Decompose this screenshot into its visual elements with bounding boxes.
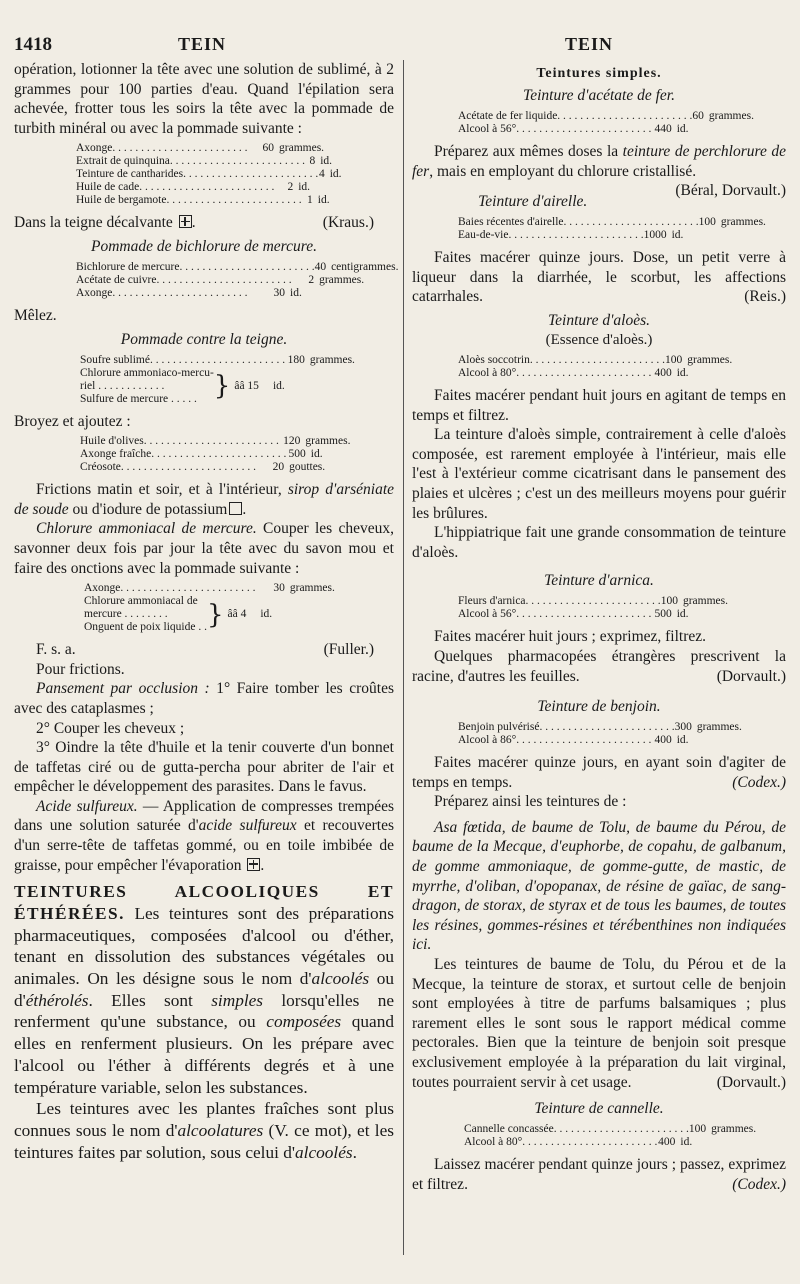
paragraph: Mêlez. [14, 306, 57, 324]
recipe-row [458, 123, 728, 136]
recipe-list [76, 260, 399, 300]
leader-dots: . . . . . . . . . . . . . . . . . . . . . . . . [563, 216, 699, 229]
ingredient-unit: id. [298, 181, 311, 194]
ingredient-name: Extrait de quinquina [76, 155, 170, 168]
ingredient-unit: id. [676, 608, 689, 621]
recipe-title: Teinture d'acétate de fer. [523, 87, 675, 104]
ingredient-quantity: 1000 [643, 229, 667, 242]
ingredient-name: Fleurs d'arnica [458, 595, 526, 608]
recipe-list [80, 435, 360, 474]
ingredient-name: Axonge fraîche [80, 448, 152, 461]
paragraph: L'hippiatrique fait une grande consommation de teinture d'aloès. [412, 524, 786, 561]
recipe-title: Pommade contre la teigne. [120, 330, 288, 348]
ingredient-unit: grammes. [305, 435, 351, 448]
source-citation: (Dorvault.) [716, 1073, 786, 1091]
recipe-row [76, 274, 376, 287]
recipe-row [458, 216, 766, 229]
paragraph-text: Dans la teigne décalvante [14, 214, 173, 232]
ingredient-unit: id. [676, 734, 689, 747]
paragraph: Pour frictions. [36, 660, 125, 678]
brace: } [213, 371, 231, 402]
ingredient-unit: id. [680, 1136, 693, 1149]
recipe-list [458, 110, 754, 136]
paragraph: Faites macérer pendant huit jours en agitant de temps en temps et filtrez. [412, 386, 786, 424]
plus-box-symbol [247, 858, 260, 871]
paragraph: Faites macérer quinze jours, en ayant soin d'agiter de temps en temps. (Codex.) [412, 754, 786, 791]
paragraph: Dans la teigne décalvante . (Kraus.) [14, 213, 394, 233]
paragraph: Chlorure ammoniacal de mercure. Couper les cheveux, savonner deux fois par jour la tête avec du savon mou et faire des onctions avec la pommade suivante : [14, 520, 394, 577]
section-heading: TEINTURES ALCOOLIQUES ET ÉTHÉRÉES. [14, 882, 394, 923]
paragraph: Les teintures de baume de Tolu, du Pérou et de la Mecque, la teinture de storax, et surtout celle de benjoin sont employées à titre de parfums balsamiques ; plus rarement elles le sont sous le rapport médical comme pectorales. Bien que la teinture de benjoin soit presque exclusivement employée à la préparation du lait virginal, toutes pourraient servir à cet usage. (Dorvault.) [412, 956, 786, 1091]
leader-dots: . . . . . . . . . . . . . . . . . . . . . . . . [508, 229, 644, 242]
leader-dots: . . . . . . . . . . . . . . . . . . . . . . . . [516, 123, 652, 135]
ingredient-name: Chlorure ammoniaco-mercu- [80, 366, 214, 379]
recipe-row [464, 1136, 726, 1149]
source-citation: (Reis.) [744, 288, 786, 306]
leader-dots: . . . . . . . . . . . . . . . . . . . . . . . . [143, 435, 279, 448]
recipe-subtitle: (Essence d'aloès.) [545, 331, 653, 348]
ingredient-quantity: 400 [658, 1136, 676, 1149]
ingredient-name: Acétate de fer liquide [458, 110, 558, 122]
square-symbol [229, 502, 242, 515]
paragraph: Quelques pharmacopées étrangères prescrivent la racine, d'autres les feuilles. (Dorvault.) [412, 647, 786, 685]
source-citation: (Kraus.) [322, 214, 374, 232]
ingredient-name: Alcool à 56° [458, 123, 517, 135]
recipe-row [80, 354, 360, 367]
running-title-left: TEIN [178, 34, 227, 54]
page-number: 1418 [14, 34, 52, 55]
ingredient-unit: id. [329, 168, 342, 181]
ingredient-name: Huile d'olives [80, 435, 144, 448]
recipe-row [76, 168, 346, 181]
recipe-title: Teinture de cannelle. [534, 1100, 664, 1118]
ingredient-quantity: 8 [309, 155, 316, 168]
right-column [412, 60, 786, 1260]
recipe-row [84, 582, 364, 595]
leader-dots: . . . . . . . . . . . . . . . . . . . . . . . . [156, 273, 292, 286]
ingredient-quantity: 400 [654, 366, 672, 379]
ingredient-name: Teinture de cantharides [76, 168, 184, 181]
ingredient-name: Onguent de poix liquide . . [84, 621, 207, 634]
brace: } [206, 599, 224, 630]
ingredient-quantity: 100 [664, 353, 683, 366]
ingredient-unit: id. [676, 366, 689, 379]
leader-dots: . . . . . . . . . . . . . . . . . . . . . . . . [120, 461, 257, 474]
ingredient-quantity: 20 [272, 461, 285, 474]
recipe-row [80, 435, 360, 448]
leader-dots: . . . . . . . . . . . . . . . . . . . . . . . . [139, 181, 275, 194]
recipe-row [76, 194, 346, 207]
recipe-title: Teinture d'aloès. [547, 311, 651, 329]
recipe-list [458, 595, 728, 621]
ingredient-unit: id. [320, 155, 333, 168]
ingredient-quantity: 400 [654, 734, 672, 747]
leader-dots: . . . . . . . . . . . . . . . . . . . . . . . . [516, 608, 652, 621]
ingredient-unit: id. [676, 123, 689, 135]
leader-dots: . . . . . . . . . . . . . . . . . . . . . . . . [529, 353, 665, 366]
paragraph: Faites macérer huit jours ; exprimez, filtrez. [434, 628, 707, 646]
leader-dots: . . . . . . . . . . . . . . . . . . . . . . . . [539, 721, 675, 734]
ingredient-name: Axonge [84, 582, 121, 595]
recipe-row [458, 734, 728, 747]
paragraph: Frictions matin et soir, et à l'intérieur, sirop d'arséniate de soude ou d'iodure de potassium . [14, 481, 395, 518]
leader-dots: . . . . . . . . . . . . . . . . . . . . . . . . [112, 286, 248, 299]
leader-dots: . . . . . . . . . . . . . . . . . . . . . . . . [522, 1136, 658, 1149]
recipe-title: Teinture d'airelle. [478, 193, 588, 211]
ingredient-name: Huile de bergamote [76, 194, 167, 207]
leader-dots: . . . . . . . . . . . . . . . . . . . . . . . . [516, 366, 652, 379]
ingredient-name: Aloès soccotrin [458, 353, 530, 366]
leader-dots: . . . . . . . . . . . . . . . . . . . . . . . . [120, 582, 256, 595]
ingredient-unit: grammes. [687, 353, 733, 366]
leader-dots: . . . . . . . . . . . . . . . . . . . . . . . . [553, 1123, 689, 1136]
ingredient-name: Axonge [76, 142, 113, 155]
ingredient-name: Huile de cade [76, 181, 140, 194]
recipe-list [464, 1123, 757, 1149]
recipe-row [458, 367, 728, 380]
ingredient-name: Créosote [80, 461, 121, 474]
ingredient-quantity: 1 [307, 194, 313, 207]
ingredient-name: Sulfure de mercure . . . . . [80, 392, 197, 405]
recipe-list [84, 582, 364, 634]
ingredient-quantity: 100 [688, 1123, 707, 1136]
recipe-row [458, 608, 728, 621]
ingredient-quantity: 180 [287, 353, 305, 366]
recipe-group [84, 595, 364, 634]
recipe-row [458, 353, 733, 367]
recipe-row [80, 448, 360, 461]
ingredient-quantity: 60 [262, 142, 275, 155]
recipe-row [76, 260, 399, 274]
ingredient-name: Axonge [76, 286, 113, 299]
paragraph: Les teintures avec les plantes fraîches sont plus connues sous le nom d'alcoolatures (V. ce mot), et les teintures faites par solution, sous celui d'alcoolés. [14, 1099, 394, 1162]
ingredient-unit: grammes. [319, 273, 365, 286]
recipe-list [76, 142, 346, 207]
paragraph: Préparez aux mêmes doses la teinture de perchlorure de fer, mais en employant du chlorure cristallisé. (Béral, Dorvault.) [412, 143, 786, 200]
ingredient-quantity: ââ 4 [227, 608, 247, 621]
paragraph: Préparez ainsi les teintures de : [434, 793, 627, 811]
ingredient-name: Baies récentes d'airelle [458, 216, 564, 229]
recipe-list [458, 721, 742, 747]
ingredient-name: Eau-de-vie [458, 229, 509, 242]
recipe-row [464, 1123, 757, 1136]
paragraph: TEINTURES ALCOOLIQUES ET ÉTHÉRÉES. Les teintures sont des préparations pharmaceutiques, composées d'alcool ou d'éther, tenant en dissolution des substances végétales ou animales. On les désigne sous le nom d'alcoolés ou d'éthérolés. Elles sont simples lorsqu'elles ne renferment qu'une substance, ou composées quand elles en renferment plusieurs. On les prépare avec l'alcool ou l'éther à différents degrés et à une température variable, selon les substances. [14, 882, 394, 1097]
ingredient-unit: grammes. [711, 1123, 757, 1136]
ingredient-unit: grammes. [696, 721, 742, 734]
recipe-row [76, 155, 346, 168]
paragraph: Faites macérer quinze jours. Dose, un petit verre à liqueur dans la diarrhée, le scorbut, les affections catarrhales. (Reis.) [412, 249, 786, 306]
ingredient-quantity: 40 [314, 260, 327, 273]
leader-dots: . . . . . . . . . . . . . . . . . . . . . . . . [516, 734, 652, 747]
recipe-row [458, 595, 728, 608]
ingredient-name: Alcool à 86° [458, 734, 517, 747]
recipe-row [80, 461, 360, 474]
running-title-right: TEIN [565, 34, 614, 54]
recipe-row [76, 287, 376, 300]
source-citation: (Codex.) [732, 1175, 786, 1193]
recipe-list [458, 216, 766, 242]
recipe-title: Teinture d'arnica. [544, 572, 654, 590]
leader-dots: . . . . . . . . . . . . . . . . . . . . . . . . [112, 142, 248, 155]
recipe-row [76, 142, 346, 155]
recipe-group [80, 367, 360, 406]
source-citation: (Fuller.) [323, 641, 374, 659]
ingredient-unit: id. [310, 448, 323, 461]
paragraph: 3° Oindre la tête d'huile et la tenir couverte d'un bonnet de taffetas ciré ou de gutta-percha pour abriter de l'air et empêcher le développement des parasites. Dans le favus. [14, 739, 394, 796]
ingredient-name: Acétate de cuivre [76, 273, 157, 286]
recipe-title: Pommade de bichlorure de mercure. [91, 237, 317, 255]
ingredient-quantity: ââ 15 [234, 379, 259, 392]
ingredient-unit: grammes. [309, 353, 355, 366]
ingredient-quantity: 440 [654, 123, 672, 135]
leader-dots: . . . . . . . . . . . . . . . . . . . . . . . . [183, 168, 319, 181]
leader-dots: . . . . . . . . . . . . . . . . . . . . . . . . [525, 595, 661, 608]
ingredient-unit: grammes. [682, 595, 728, 608]
ingredient-unit: id. [290, 286, 302, 299]
ingredient-unit: id. [260, 608, 273, 621]
leader-dots: . . . . . . . . . . . . . . . . . . . . . . . . [179, 260, 315, 273]
ingredient-quantity: 4 [318, 168, 325, 181]
paragraph: Asa fœtida, de baume de Tolu, de baume du Pérou, de baume de la Mecque, d'euphorbe, de copahu, de galbanum, de gomme ammoniaque, de gomme-gutte, de mastic, de myrrhe, d'oliban, d'opopanax, de résine de gaïac, de sang-dragon, de storax, de styrax et de tous les baumes, de toutes les résines, gommes-résines et térébenthines non indiquées ici. [412, 818, 786, 954]
ingredient-quantity: 100 [698, 216, 716, 229]
recipe-list [80, 354, 360, 406]
ingredient-unit: grammes. [720, 216, 766, 229]
leader-dots: . . . . . . . . . . . . . . . . . . . . . . . . [557, 110, 693, 122]
ingredient-quantity: 30 [273, 286, 285, 299]
recipe-row [76, 181, 346, 194]
paragraph: Acide sulfureux. — Application de compresses trempées dans une solution saturée d'acide sulfureux et recouvertes d'un serre-tête de taffetas gommé, ou en toile imbibée de graisse, pour empêcher l'évaporation . [14, 797, 394, 874]
source-citation: (Béral, Dorvault.) [675, 182, 786, 200]
source-citation: (Codex.) [732, 773, 786, 791]
subsection-heading: Teintures simples. [536, 66, 662, 81]
ingredient-unit: grammes. [289, 582, 335, 595]
ingredient-unit: centigrammes. [331, 260, 399, 273]
paragraph: Laissez macérer pendant quinze jours ; passez, exprimez et filtrez. (Codex.) [412, 1156, 786, 1193]
recipe-row [458, 110, 754, 123]
ingredient-quantity: 100 [660, 595, 678, 608]
paragraph: 2° Couper les cheveux ; [36, 719, 185, 737]
ingredient-quantity: 500 [654, 608, 672, 621]
ingredient-name: Benjoin pulvérisé [458, 721, 540, 734]
recipe-row [458, 229, 728, 242]
ingredient-name: Alcool à 56° [458, 608, 517, 621]
ingredient-name: Bichlorure de mercure [76, 260, 180, 273]
ingredient-name: Alcool à 80° [458, 366, 517, 379]
left-column [14, 60, 399, 1260]
leader-dots: . . . . . . . . . . . . . . . . . . . . . . . . [166, 194, 302, 207]
ingredient-unit: grammes. [279, 142, 325, 155]
ingredient-quantity: 120 [283, 435, 301, 448]
paragraph: F. s. a. (Fuller.) [14, 640, 394, 660]
ingredient-name: mercure . . . . . . . . [84, 608, 168, 621]
ingredient-unit: id. [317, 194, 330, 207]
recipe-list [458, 353, 733, 380]
ingredient-unit: id. [671, 229, 684, 242]
ingredient-name: Soufre sublimé [80, 353, 150, 366]
ingredient-quantity: 300 [674, 721, 692, 734]
ingredient-name: riel . . . . . . . . . . . . [80, 379, 165, 392]
paragraph: La teinture d'aloès simple, contrairement à celle d'aloès composée, est rarement employée à l'intérieur, mais elle l'est à l'extérieur comme cicatrisant dans le pansement des plaies et ulcères ; c'est un des meilleurs moyens pour guérir les brûlures. [412, 426, 786, 522]
section-intro [14, 881, 394, 1163]
recipe-row [458, 721, 742, 734]
ingredient-name: Chlorure ammoniacal de [84, 595, 198, 608]
leader-dots: . . . . . . . . . . . . . . . . . . . . . . . . [169, 155, 306, 168]
ingredient-unit: grammes. [708, 110, 754, 122]
ingredient-quantity: 2 [308, 273, 315, 286]
ingredient-quantity: 500 [288, 448, 306, 461]
leader-dots: . . . . . . . . . . . . . . . . . . . . . . . . [151, 448, 287, 461]
ingredient-name: Cannelle concassée [464, 1123, 554, 1136]
paragraph: opération, lotionner la tête avec une solution de sublimé, à 2 grammes pour 100 parties d'eau. Quand l'épilation sera achevée, frotter tous les soirs la tête avec la pommade de turbith minéral ou avec la pommade suivante : [14, 61, 394, 137]
column-divider [403, 60, 404, 1255]
paragraph: Broyez et ajoutez : [14, 412, 131, 430]
ingredient-unit: gouttes. [289, 461, 326, 474]
ingredient-quantity: 2 [287, 181, 294, 194]
plus-box-symbol [179, 215, 192, 228]
ingredient-name: Alcool à 80° [464, 1136, 523, 1149]
ingredient-quantity: 30 [273, 582, 285, 595]
ingredient-unit: id. [272, 379, 285, 392]
paragraph: Pansement par occlusion : 1° Faire tomber les croûtes avec des cataplasmes ; [14, 680, 394, 717]
source-citation: (Dorvault.) [716, 667, 786, 685]
recipe-title: Teinture de benjoin. [537, 698, 661, 716]
ingredient-quantity: 60 [692, 110, 704, 122]
leader-dots: . . . . . . . . . . . . . . . . . . . . . . . . [149, 353, 286, 366]
